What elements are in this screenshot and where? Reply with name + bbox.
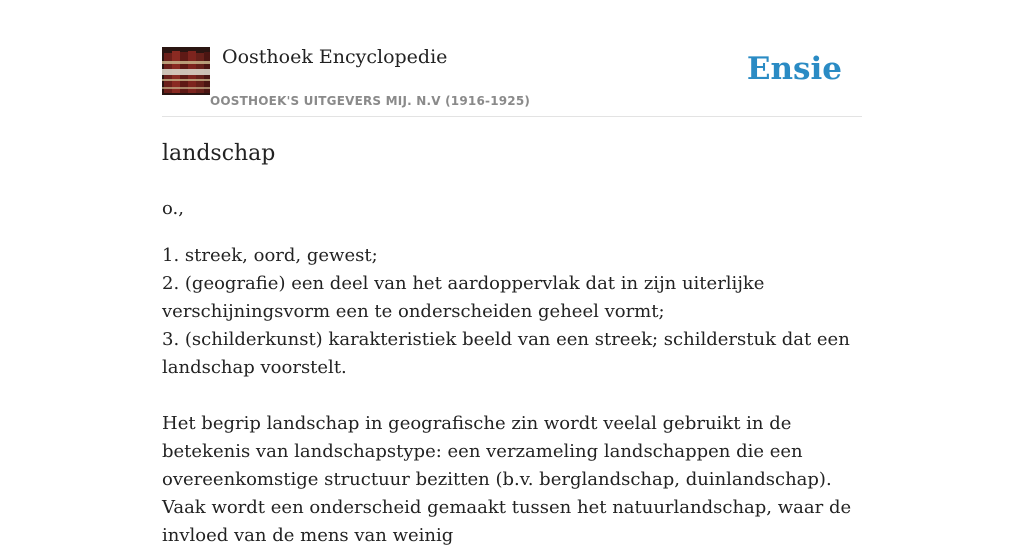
source-header [162,46,862,117]
brand-logo-link[interactable]: Ensie [746,51,842,87]
definition-item: 3. (schilderkunst) karakteristiek beeld van een streek; schilderstuk dat een landschap voorstelt. [162,329,850,378]
entry-gender: o., [162,198,184,219]
entry-paragraph: Het begrip landschap in geografische zin wordt veelal gebruikt in de betekenis van landschapstype: een verzameling landschappen die een overeenkomstige structuur bezitten (b.v. berglandschap, duinlandschap). Vaak wordt een onderscheid gemaakt tussen het natuurlandschap, waar de invloed van de mens van weinig [162,413,852,546]
source-subtitle: OOSTHOEK'S UITGEVERS MIJ. N.V (1916-1925) [210,94,531,108]
definition-item: 2. (geografie) een deel van het aardoppervlak dat in zijn uiterlijke verschijningsvorm een te onderscheiden geheel vormt; [162,273,765,322]
source-name-link[interactable]: Oosthoek Encyclopedie [222,46,448,68]
book-spines-icon [162,47,210,95]
source-avatar[interactable] [162,47,210,95]
entry-title: landschap [162,141,276,166]
definition-item: 1. streek, oord, gewest; [162,245,378,266]
entry-content [162,138,864,550]
